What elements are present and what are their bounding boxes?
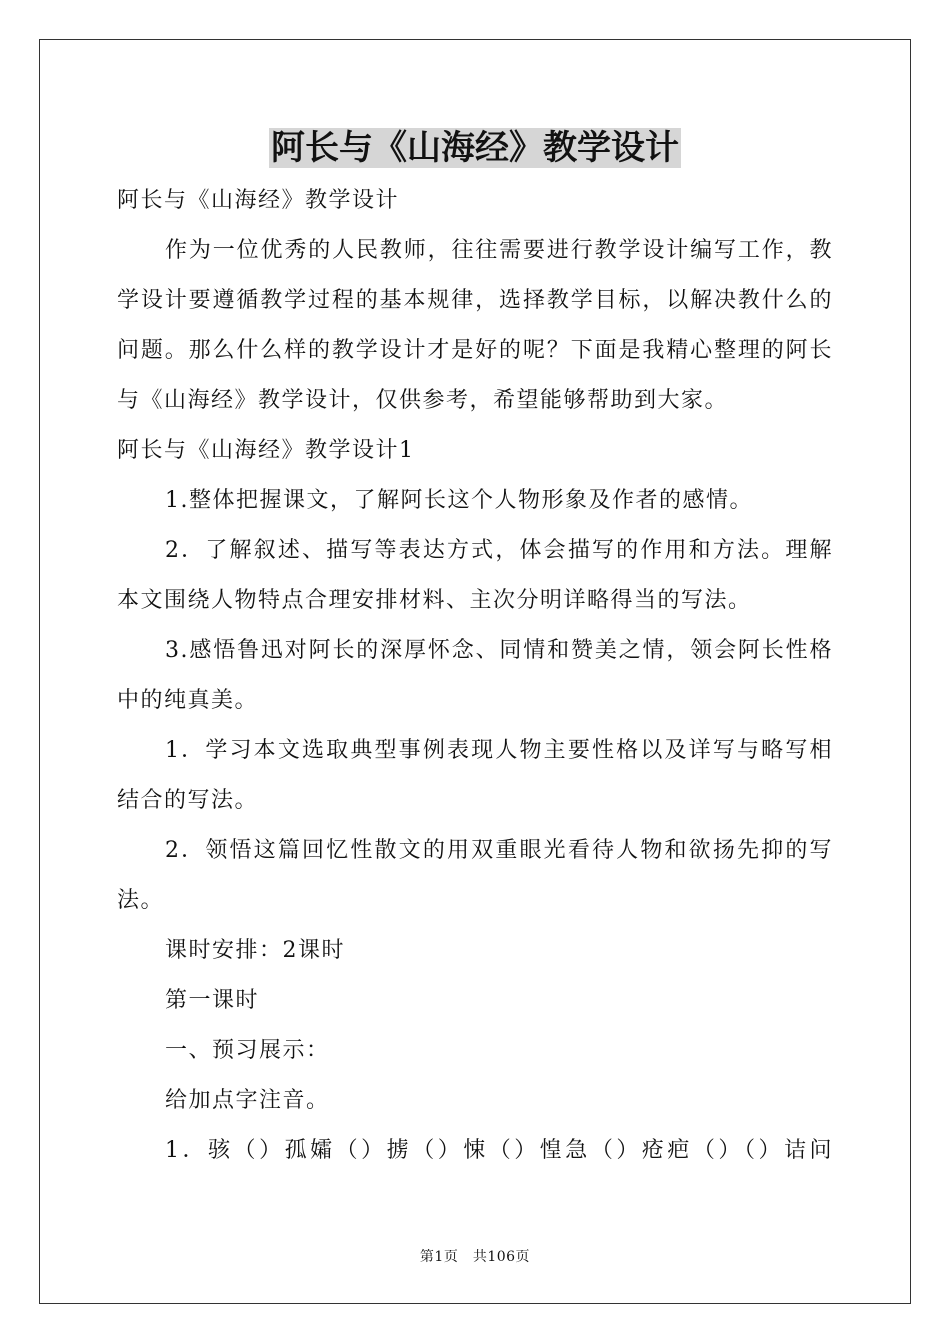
document-title-text: 阿长与《山海经》教学设计: [271, 128, 679, 168]
paragraph-key-point-2: 2．领悟这篇回忆性散文的用双重眼光看待人物和欲扬先抑的写法。: [117, 838, 833, 913]
paragraph-intro: 作为一位优秀的人民教师，往往需要进行教学设计编写工作，教学设计要遵循教学过程的基本规律，选择教学目标，以解决教什么的问题。那么什么样的教学设计才是好的呢？下面是我精心整理的阿长与《山海经》教学设计，仅供参考，希望能够帮助到大家。: [117, 238, 833, 413]
document-title: [0, 124, 950, 172]
page-footer: 第1页 共106页: [419, 1249, 531, 1265]
document-body: [117, 176, 833, 1176]
paragraph-preview-heading: 一、预习展示：: [165, 1038, 330, 1063]
paragraph-pinyin-items: 1．骇（）孤孀（）掳（）悚（）惶急（）疮疤（）（）诘问: [165, 1138, 833, 1163]
paragraph-key-point-1: 1．学习本文选取典型事例表现人物主要性格以及详写与略写相结合的写法。: [117, 738, 833, 813]
paragraph-subtitle: 阿长与《山海经》教学设计: [117, 188, 400, 213]
paragraph-pinyin-task: 给加点字注音。: [165, 1088, 330, 1113]
paragraph-first-lesson: 第一课时: [165, 988, 260, 1013]
paragraph-section-heading: 阿长与《山海经》教学设计1: [117, 438, 415, 463]
paragraph-schedule: 课时安排：2课时: [165, 938, 345, 963]
paragraph-goal-1: 1.整体把握课文，了解阿长这个人物形象及作者的感情。: [165, 488, 753, 513]
paragraph-goal-2: 2．了解叙述、描写等表达方式，体会描写的作用和方法。理解本文围绕人物特点合理安排材料、主次分明详略得当的写法。: [117, 538, 833, 613]
paragraph-goal-3: 3.感悟鲁迅对阿长的深厚怀念、同情和赞美之情，领会阿长性格中的纯真美。: [117, 638, 833, 713]
